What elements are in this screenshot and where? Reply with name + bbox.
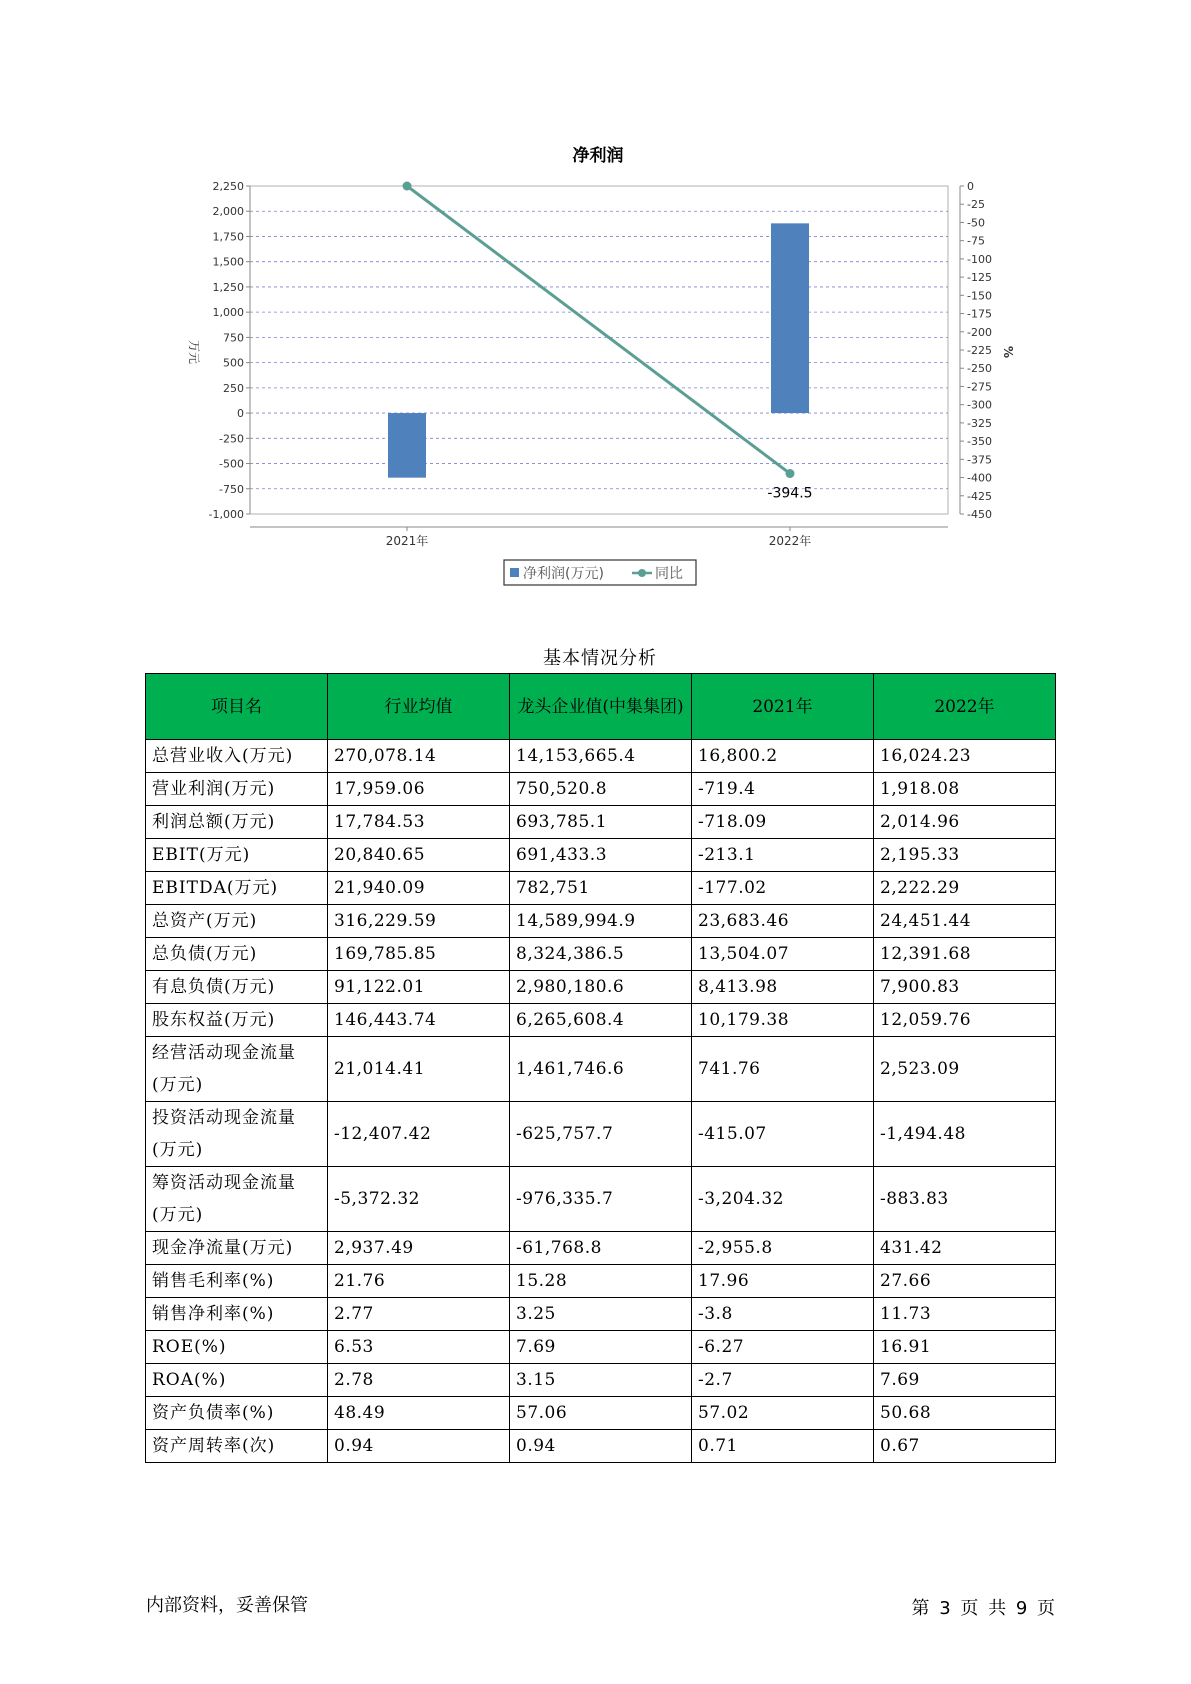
table-row	[146, 1102, 1056, 1167]
y-tick-label: 2,250	[212, 180, 244, 193]
table-cell: 0.67	[874, 1430, 1056, 1463]
row-label: 总营业收入(万元)	[146, 740, 328, 773]
table-cell: -5,372.32	[328, 1167, 510, 1232]
y2-tick-label: -300	[967, 398, 992, 412]
table-cell: 3.15	[510, 1364, 692, 1397]
y2-tick-label: -275	[967, 380, 992, 394]
table-cell: 7.69	[510, 1331, 692, 1364]
table-cell: 14,153,665.4	[510, 740, 692, 773]
y2-tick-label: -225	[967, 344, 992, 357]
y-tick-label: 500	[223, 356, 244, 370]
table-cell: 691,433.3	[510, 839, 692, 872]
row-label: EBITDA(万元)	[146, 872, 328, 905]
table-cell: 0.94	[510, 1430, 692, 1463]
table-cell: 750,520.8	[510, 773, 692, 806]
table-cell: -415.07	[692, 1102, 874, 1167]
table-row	[146, 1167, 1056, 1232]
table-row	[146, 1037, 1056, 1102]
table-row	[146, 740, 1056, 773]
table-row	[146, 1331, 1056, 1364]
table-cell: 21.76	[328, 1265, 510, 1298]
table-cell: -6.27	[692, 1331, 874, 1364]
table-cell: 2,523.09	[874, 1037, 1056, 1102]
table-cell: 17,959.06	[328, 773, 510, 806]
table-cell: 3.25	[510, 1298, 692, 1331]
y2-tick-label: -200	[967, 325, 992, 339]
table-cell: 2,014.96	[874, 806, 1056, 839]
table-cell: 2,937.49	[328, 1232, 510, 1265]
table-title: 基本情况分析	[543, 648, 657, 669]
row-label: ROA(%)	[146, 1364, 328, 1397]
table-cell: 21,014.41	[328, 1037, 510, 1102]
table-row	[146, 839, 1056, 872]
table-cell: 2.78	[328, 1364, 510, 1397]
chart-title: 净利润	[572, 146, 624, 166]
table-cell: 13,504.07	[692, 938, 874, 971]
table-cell: 2,222.29	[874, 872, 1056, 905]
row-label: 营业利润(万元)	[146, 773, 328, 806]
y2-tick-label: -425	[967, 489, 992, 503]
y2-tick-label: -175	[967, 307, 992, 321]
table-cell: 12,059.76	[874, 1004, 1056, 1037]
table-cell: -2,955.8	[692, 1232, 874, 1265]
table-row	[146, 971, 1056, 1004]
table-cell: 8,324,386.5	[510, 938, 692, 971]
table-cell: 7,900.83	[874, 971, 1056, 1004]
basic-analysis-table	[145, 673, 1056, 1463]
y2-tick-label: -75	[967, 234, 985, 248]
header-industry-avg: 行业均值	[328, 674, 510, 740]
table-cell: -1,494.48	[874, 1102, 1056, 1167]
table-cell: 20,840.65	[328, 839, 510, 872]
y-tick-label: 1,500	[212, 255, 244, 269]
table-header-row	[146, 674, 1056, 740]
footer-confidential: 内部资料，妥善保管	[146, 1595, 308, 1616]
y2-tick-label: -100	[967, 252, 992, 266]
table-cell: -12,407.42	[328, 1102, 510, 1167]
y2-tick-label: -125	[967, 271, 992, 285]
y-tick-label: 750	[223, 331, 244, 345]
table-cell: 15.28	[510, 1265, 692, 1298]
table-cell: 48.49	[328, 1397, 510, 1430]
row-label: 资产负债率(%)	[146, 1397, 328, 1430]
table-row	[146, 1232, 1056, 1265]
table-cell: 27.66	[874, 1265, 1056, 1298]
header-item-name: 项目名	[146, 674, 328, 740]
table-cell: 16.91	[874, 1331, 1056, 1364]
y-tick-label: -250	[219, 432, 244, 446]
y2-tick-label: -400	[967, 471, 992, 485]
x-tick-label: 2022年	[768, 534, 812, 548]
table-cell: -3.8	[692, 1298, 874, 1331]
row-label: 股东权益(万元)	[146, 1004, 328, 1037]
table-cell: 11.73	[874, 1298, 1056, 1331]
y-tick-label: -1,000	[208, 508, 244, 521]
table-cell: -3,204.32	[692, 1167, 874, 1232]
row-label: 利润总额(万元)	[146, 806, 328, 839]
yoy-line	[407, 186, 790, 474]
y2-tick-label: 0	[967, 180, 974, 193]
legend-line-marker	[638, 569, 646, 577]
y-tick-label: -750	[219, 482, 244, 496]
y2-tick-label: -325	[967, 416, 992, 430]
y2-tick-label: -350	[967, 435, 992, 449]
legend-bar-label: 净利润(万元)	[523, 566, 604, 582]
table-cell: 0.94	[328, 1430, 510, 1463]
row-label: 销售毛利率(%)	[146, 1265, 328, 1298]
table-cell: 6.53	[328, 1331, 510, 1364]
row-label: EBIT(万元)	[146, 839, 328, 872]
table-cell: 12,391.68	[874, 938, 1056, 971]
table-cell: -177.02	[692, 872, 874, 905]
row-label: 经营活动现金流量(万元)	[146, 1037, 328, 1102]
table-cell: 17.96	[692, 1265, 874, 1298]
yoy-data-label: -394.5	[767, 485, 813, 502]
table-cell: 24,451.44	[874, 905, 1056, 938]
table-row	[146, 773, 1056, 806]
row-label: 资产周转率(次)	[146, 1430, 328, 1463]
footer-page-number: 第 3 页 共 9 页	[911, 1598, 1055, 1619]
table-cell: -2.7	[692, 1364, 874, 1397]
table-cell: 57.06	[510, 1397, 692, 1430]
y-tick-label: 2,000	[212, 205, 244, 219]
table-row	[146, 1397, 1056, 1430]
table-row	[146, 872, 1056, 905]
table-cell: 316,229.59	[328, 905, 510, 938]
table-cell: 2,195.33	[874, 839, 1056, 872]
y-tick-label: 1,000	[212, 306, 244, 320]
table-cell: 91,122.01	[328, 971, 510, 1004]
table-cell: 21,940.09	[328, 872, 510, 905]
y2-tick-label: -450	[967, 508, 992, 521]
table-cell: 0.71	[692, 1430, 874, 1463]
table-row	[146, 1298, 1056, 1331]
y-tick-label: 250	[223, 381, 244, 395]
table-cell: 50.68	[874, 1397, 1056, 1430]
y-axis-label: 万元	[187, 339, 201, 365]
table-body	[146, 740, 1056, 1463]
y-tick-label: 1,750	[212, 230, 244, 244]
table-cell: -719.4	[692, 773, 874, 806]
row-label: 现金净流量(万元)	[146, 1232, 328, 1265]
y2-tick-label: -375	[967, 453, 992, 467]
table-cell: 2.77	[328, 1298, 510, 1331]
header-leader-value: 龙头企业值(中集集团)	[510, 674, 692, 740]
table-row	[146, 905, 1056, 938]
table-cell: -883.83	[874, 1167, 1056, 1232]
legend-line-label: 同比	[655, 566, 683, 582]
yoy-point	[403, 182, 412, 191]
table-row	[146, 1265, 1056, 1298]
table-row	[146, 938, 1056, 971]
y2-tick-label: -250	[967, 362, 992, 376]
row-label: 销售净利率(%)	[146, 1298, 328, 1331]
table-cell: -61,768.8	[510, 1232, 692, 1265]
table-cell: 8,413.98	[692, 971, 874, 1004]
plot-area	[250, 186, 948, 514]
row-label: ROE(%)	[146, 1331, 328, 1364]
chart-svg	[0, 0, 1191, 600]
table-cell: -976,335.7	[510, 1167, 692, 1232]
y2-tick-label: -150	[967, 289, 992, 303]
table-cell: -213.1	[692, 839, 874, 872]
table-cell: 1,918.08	[874, 773, 1056, 806]
y2-tick-label: -25	[967, 198, 985, 212]
table-cell: 693,785.1	[510, 806, 692, 839]
table-cell: 270,078.14	[328, 740, 510, 773]
net-profit-bar	[771, 223, 809, 413]
table-row	[146, 1364, 1056, 1397]
table-row	[146, 1430, 1056, 1463]
table-cell: 169,785.85	[328, 938, 510, 971]
row-label: 筹资活动现金流量(万元)	[146, 1167, 328, 1232]
y-tick-label: 1,250	[212, 280, 244, 294]
row-label: 总资产(万元)	[146, 905, 328, 938]
table-row	[146, 806, 1056, 839]
header-2021: 2021年	[692, 674, 874, 740]
net-profit-bar	[388, 413, 426, 478]
table-cell: 741.76	[692, 1037, 874, 1102]
table-cell: 2,980,180.6	[510, 971, 692, 1004]
table-cell: 1,461,746.6	[510, 1037, 692, 1102]
y-tick-label: -500	[219, 457, 244, 471]
row-label: 有息负债(万元)	[146, 971, 328, 1004]
y-tick-label: 0	[237, 407, 244, 421]
row-label: 投资活动现金流量(万元)	[146, 1102, 328, 1167]
table-cell: 146,443.74	[328, 1004, 510, 1037]
yoy-point	[786, 469, 795, 478]
table-cell: 17,784.53	[328, 806, 510, 839]
table-cell: 782,751	[510, 872, 692, 905]
net-profit-chart	[0, 0, 1191, 600]
table-cell: 10,179.38	[692, 1004, 874, 1037]
table-cell: 57.02	[692, 1397, 874, 1430]
table-cell: -718.09	[692, 806, 874, 839]
y2-tick-label: -50	[967, 216, 985, 230]
legend-bar-swatch	[510, 568, 519, 577]
table-cell: 431.42	[874, 1232, 1056, 1265]
table-cell: 23,683.46	[692, 905, 874, 938]
table-row	[146, 1004, 1056, 1037]
table-cell: 16,800.2	[692, 740, 874, 773]
header-2022: 2022年	[874, 674, 1056, 740]
y2-axis-label: %	[1001, 345, 1015, 359]
table-cell: 6,265,608.4	[510, 1004, 692, 1037]
table-cell: 16,024.23	[874, 740, 1056, 773]
table-cell: 7.69	[874, 1364, 1056, 1397]
x-tick-label: 2021年	[385, 534, 429, 548]
row-label: 总负债(万元)	[146, 938, 328, 971]
table-cell: -625,757.7	[510, 1102, 692, 1167]
table-cell: 14,589,994.9	[510, 905, 692, 938]
